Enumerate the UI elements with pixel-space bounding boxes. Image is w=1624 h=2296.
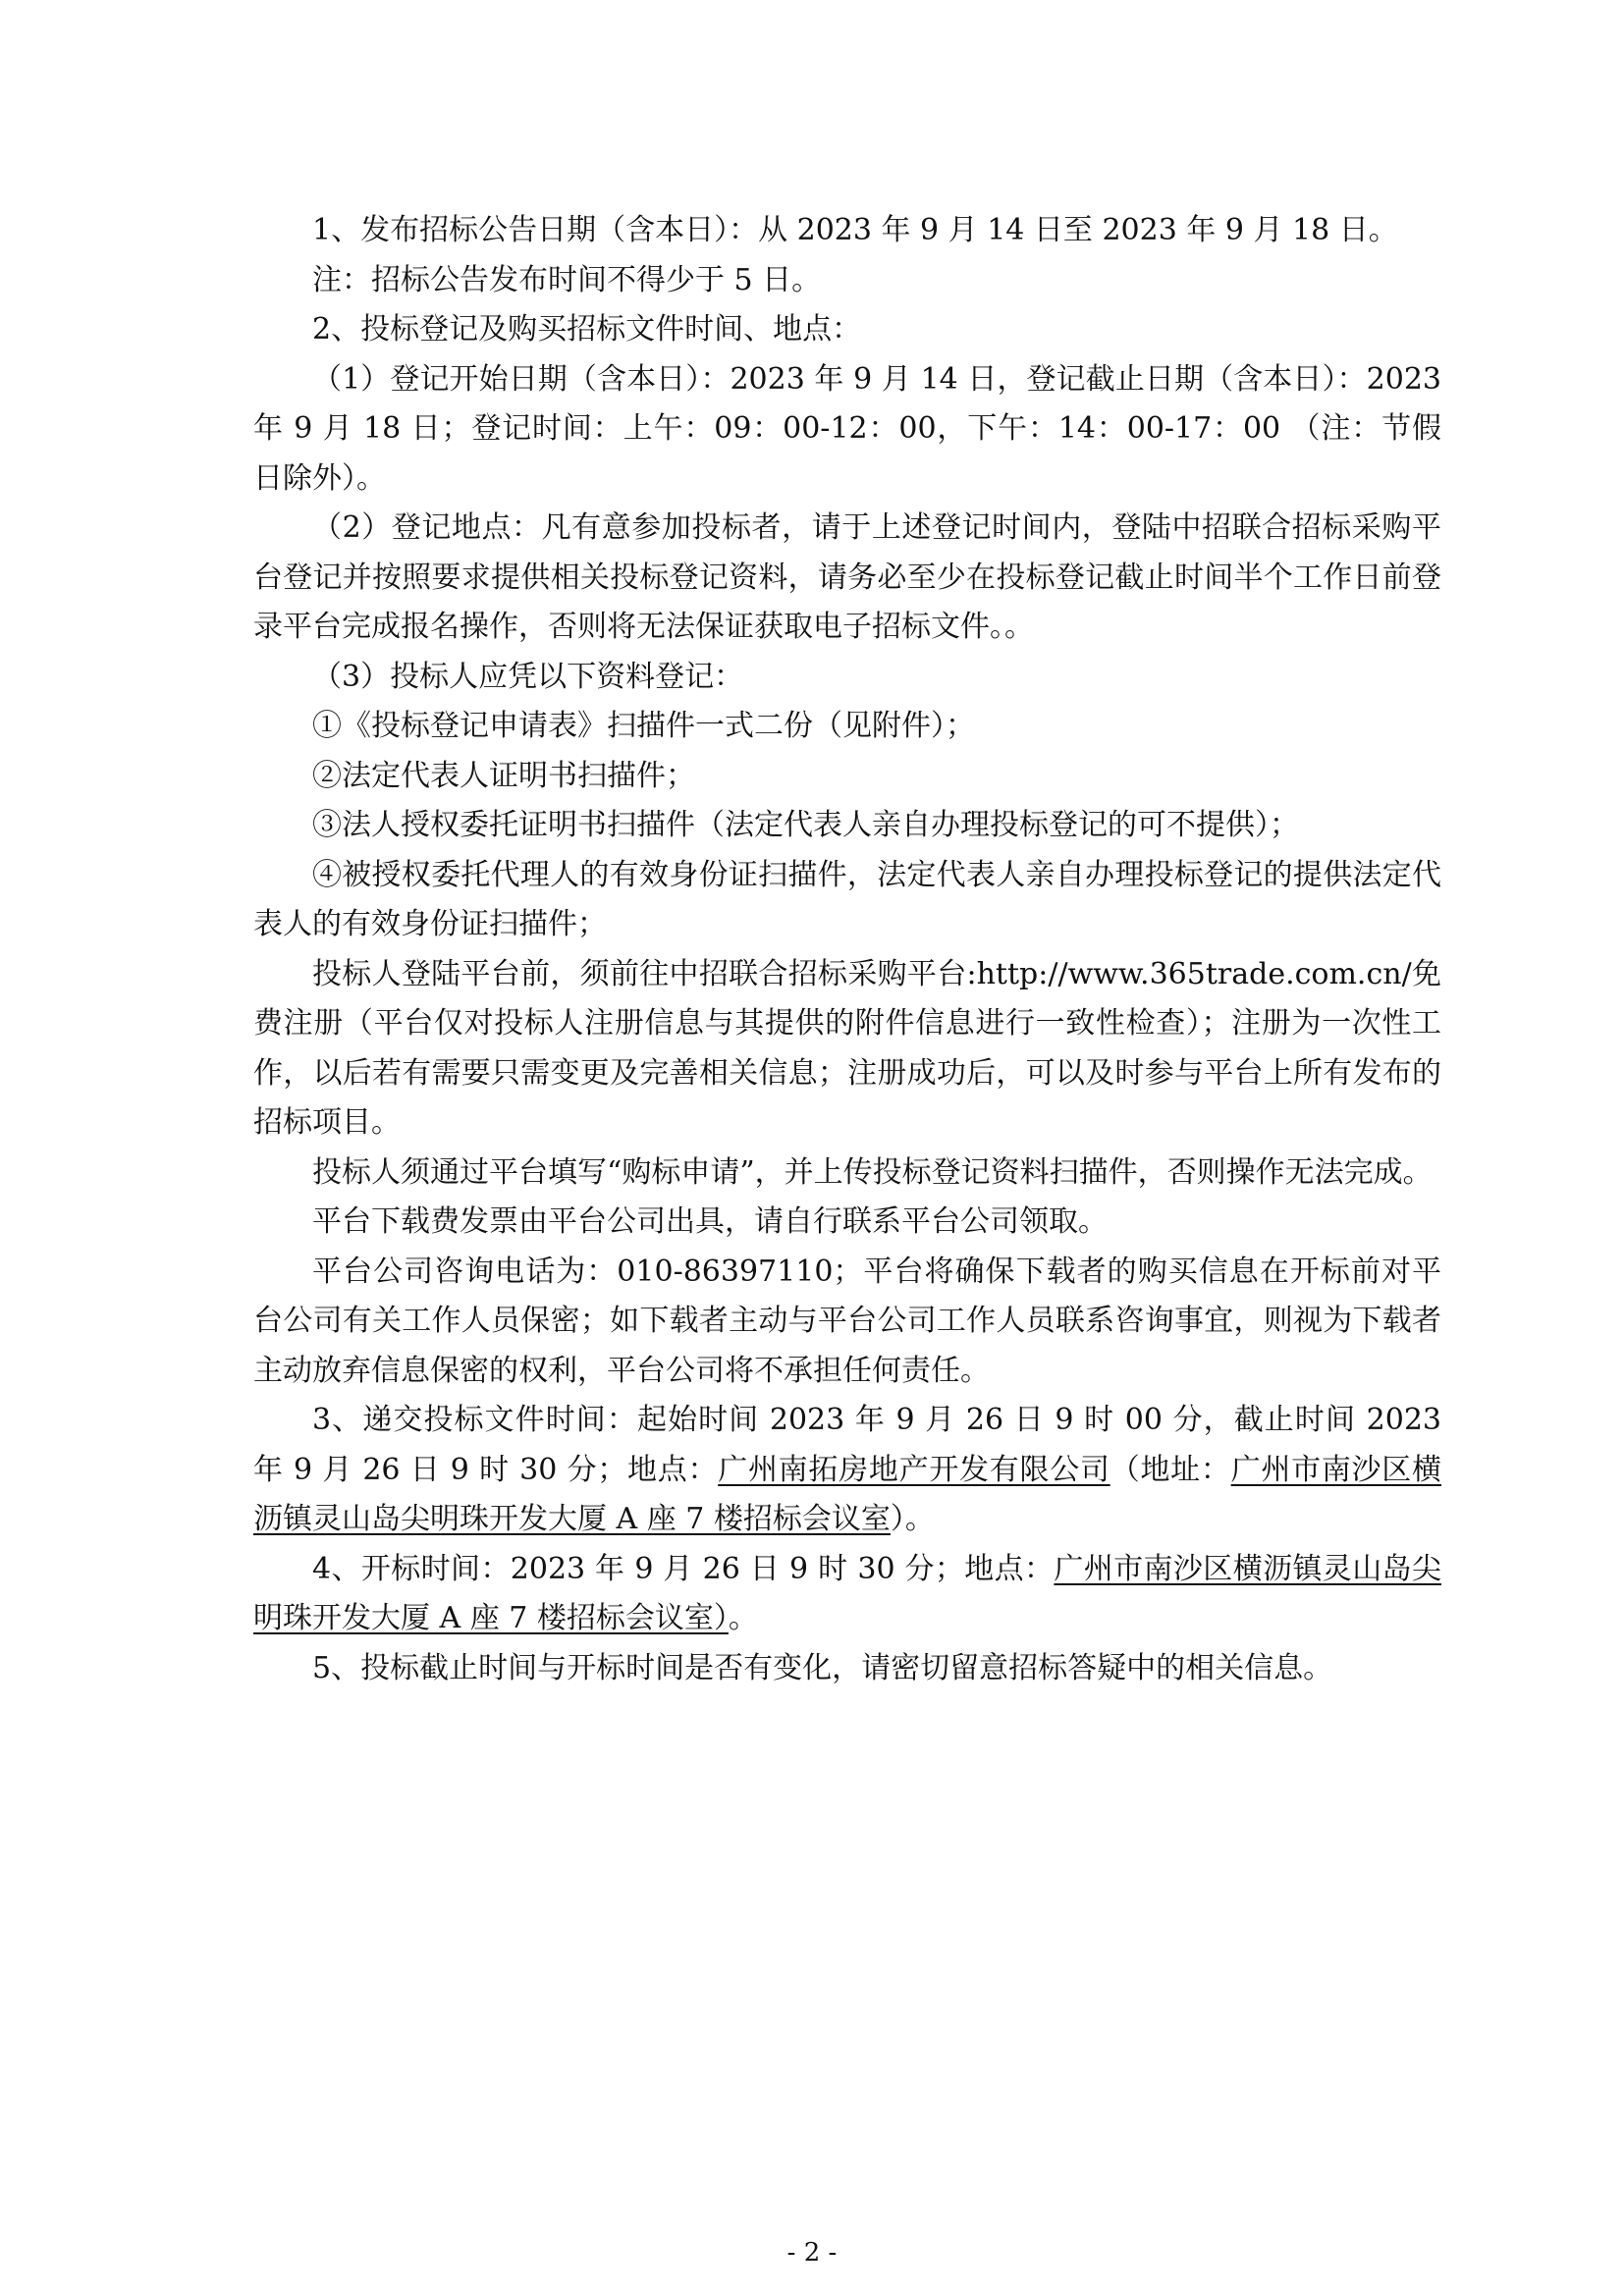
bid-submission-end: ）。 <box>890 1502 935 1536</box>
bid-submission-time: 3、递交投标文件时间：起始时间 2023 年 9 月 26 日 9 时 00 分，截止时间 2023 年 9 月 26 日 9 时 30 分；地点： <box>253 1403 1441 1487</box>
paragraph-platform-registration: 投标人登陆平台前，须前往中招联合招标采购平台:http://www.365trade.com.cn/免费注册（平台仅对投标人注册信息与其提供的附件信息进行一致性检查）；注册为一次性工作，以后若有需要只需变更及完善相关信息；注册成功后，可以及时参与平台上所有发布的招标项目。 <box>253 956 1441 1140</box>
bid-submission-address-label: （地址： <box>1110 1452 1231 1487</box>
bid-opening-location: 广州市南沙区横沥镇灵山岛尖明珠开发大厦 A 座 7 楼招标会议室） <box>253 1551 1442 1635</box>
paragraph-invoice: 平台下载费发票由平台公司出具，请自行联系平台公司领取。 <box>312 1204 1108 1239</box>
paragraph-bid-opening <box>253 1545 1441 1644</box>
bid-opening-time: 4、开标时间：2023 年 9 月 26 日 9 时 30 分；地点： <box>312 1551 1055 1586</box>
bid-opening-end: 。 <box>728 1601 758 1635</box>
list-item-legal-rep-certificate: ②法定代表人证明书扫描件； <box>312 758 695 793</box>
paragraph-bid-submission <box>253 1396 1441 1545</box>
paragraph-purchase-application: 投标人须通过平台填写“购标申请”，并上传投标登记资料扫描件，否则操作无法完成。 <box>312 1154 1433 1190</box>
list-item-application-form: ①《投标登记申请表》扫描件一式二份（见附件）； <box>312 709 975 743</box>
paragraph-platform-contact: 平台公司咨询电话为：010-86397110；平台将确保下载者的购买信息在开标前对平台公司有关工作人员保密；如下载者主动与平台公司工作人员联系咨询事宜，则视为下载者主动放弃信息保密的权利，平台公司将不承担任何责任。 <box>253 1254 1441 1388</box>
paragraph-note: 注：招标公告发布时间不得少于 5 日。 <box>312 262 822 297</box>
paragraph-registration-heading: 2、投标登记及购买招标文件时间、地点： <box>312 312 862 347</box>
paragraph-required-materials: （3）投标人应凭以下资料登记： <box>312 659 744 694</box>
page-number: - 2 - <box>786 2238 838 2268</box>
paragraph-announcement-date: 1、发布招标公告日期（含本日）：从 2023 年 9 月 14 日至 2023 年 9 月 18 日。 <box>312 213 1398 247</box>
document-body <box>253 206 1441 1693</box>
bid-submission-address: 广州市南沙区横沥镇灵山岛尖明珠开发大厦 A 座 7 楼招标会议室 <box>253 1452 1442 1536</box>
list-item-authorization-certificate: ③法人授权委托证明书扫描件（法定代表人亲自办理投标登记的可不提供）； <box>312 808 1299 842</box>
paragraph-deadline-changes: 5、投标截止时间与开标时间是否有变化，请密切留意招标答疑中的相关信息。 <box>312 1650 1333 1685</box>
list-item-id-card: ④被授权委托代理人的有效身份证扫描件，法定代表人亲自办理投标登记的提供法定代表人的有效身份证扫描件； <box>253 857 1441 941</box>
paragraph-registration-location: （2）登记地点：凡有意参加投标者，请于上述登记时间内，登陆中招联合招标采购平台登记并按照要求提供相关投标登记资料，请务必至少在投标登记截止时间半个工作日前登录平台完成报名操作，否则将无法保证获取电子招标文件。。 <box>253 510 1441 644</box>
bid-submission-company: 广州南拓房地产开发有限公司 <box>718 1452 1110 1487</box>
paragraph-registration-dates: （1）登记开始日期（含本日）：2023 年 9 月 14 日，登记截止日期（含本日）：2023 年 9 月 18 日；登记时间：上午：09：00-12：00，下午：14：00-17：00 （注：节假日除外）。 <box>253 361 1441 496</box>
